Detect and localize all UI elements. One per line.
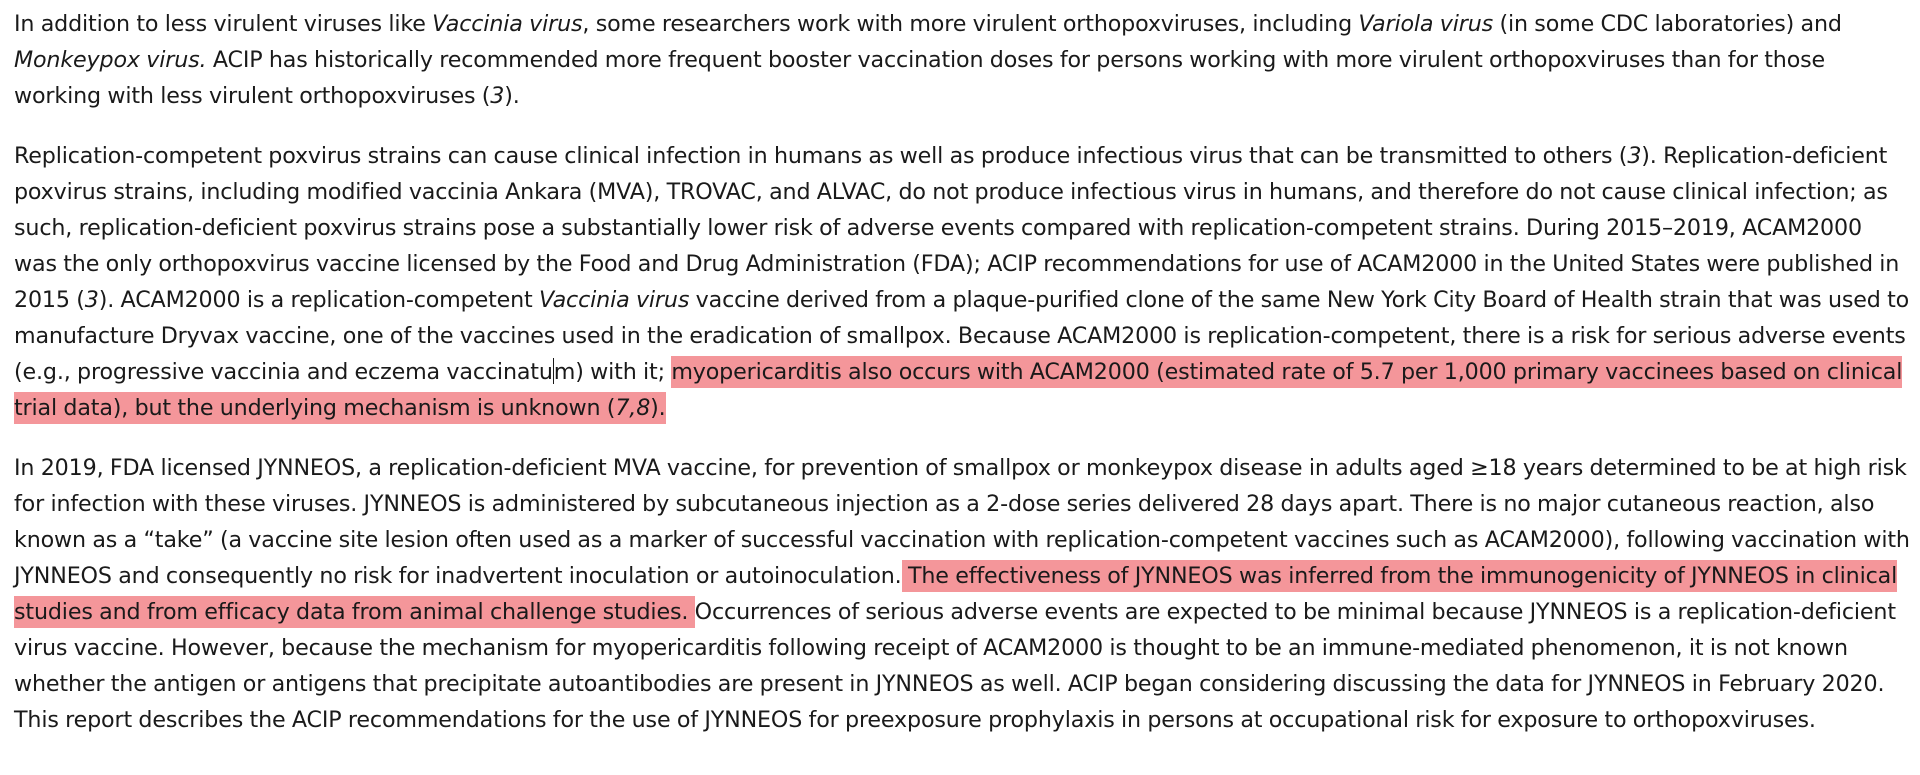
text-run: vaccine derived from a plaque-purified clone of the same New York City Board of Health strain that was used to manufacture Dryvax vaccine, one of the vaccines used in the eradication of smallpox. Because ACAM2000 is replication-competent, there is a risk for serious adverse events (e.g., progressive vaccinia and eczema vaccinatu xyxy=(14,287,1910,385)
text-run: Replication-competent poxvirus strains can cause clinical infection in humans as well as produce infectious virus that can be transmitted to others ( xyxy=(14,143,1628,169)
highlighted-text[interactable]: The effectiveness of JYNNEOS was inferred from the immunogenicity of JYNNEOS in clinical studies and from efficacy data from animal challenge studies. xyxy=(14,560,1897,628)
highlighted-text[interactable]: ). xyxy=(650,392,665,424)
text-run: ACIP has historically recommended more frequent booster vaccination doses for persons working with more virulent orthopoxviruses than for those working with less virulent orthopoxviruses ( xyxy=(14,47,1826,109)
text-run: ). ACAM2000 is a replication-competent xyxy=(98,287,539,313)
highlighted-text[interactable]: myopericarditis also occurs with ACAM2000 (estimated rate of 5.7 per 1,000 primary vaccinees based on clinical trial data), but the underlying mechanism is unknown ( xyxy=(14,356,1902,424)
text-run: In addition to less virulent viruses like xyxy=(14,11,433,37)
text-run: ). Replication-deficient poxvirus strains, including modified vaccinia Ankara (MVA), TROVAC, and ALVAC, do not produce infectious virus in humans, and therefore do not cause clinical infection; as such, replication-deficient poxvirus strains pose a substantially lower risk of adverse events compared with replication-competent strains. During 2015–2019, ACAM2000 was the only orthopoxvirus vaccine licensed by the Food and Drug Administration (FDA); ACIP recommendations for use of ACAM2000 in the United States were published in 2015 ( xyxy=(14,143,1900,313)
paragraph-1[interactable] xyxy=(14,6,1910,114)
italic-text: 3 xyxy=(490,83,505,109)
text-run: m) with it; xyxy=(553,359,672,385)
text-run: ). xyxy=(504,83,520,109)
text-run: In 2019, FDA licensed JYNNEOS, a replication-deficient MVA vaccine, for prevention of smallpox or monkeypox disease in adults aged ≥18 years determined to be at high risk for infection with these viruses. JYNNEOS is administered by subcutaneous injection as a 2-dose series delivered 28 days apart. There is no major cutaneous reaction, also known as a “take” (a vaccine site lesion often used as a marker of successful vaccination with replication-competent vaccines such as ACAM2000), following vaccination with JYNNEOS and consequently no risk for inadvertent inoculation or autoinoculation. xyxy=(14,455,1910,589)
italic-text: Vaccinia virus xyxy=(432,11,583,37)
paragraph-2[interactable] xyxy=(14,138,1910,426)
text-run: (in some CDC laboratories) and xyxy=(1493,11,1842,37)
text-run: Occurrences of serious adverse events are expected to be minimal because JYNNEOS is a replication-deficient virus vaccine. However, because the mechanism for myopericarditis following receipt of ACAM2000 is thought to be an immune-mediated phenomenon, it is not known whether the antigen or antigens that precipitate autoantibodies are present in JYNNEOS as well. ACIP began considering discussing the data for JYNNEOS in February 2020. This report describes the ACIP recommendations for the use of JYNNEOS for preexposure prophylaxis in persons at occupational risk for exposure to orthopoxviruses. xyxy=(14,599,1896,733)
document-body[interactable] xyxy=(14,6,1910,738)
italic-text: Monkeypox virus. xyxy=(14,47,207,73)
paragraph-3[interactable] xyxy=(14,450,1910,738)
italic-text: Vaccinia virus xyxy=(539,287,690,313)
italic-text: Variola virus xyxy=(1358,11,1494,37)
highlighted-citation[interactable]: 7,8 xyxy=(615,392,650,424)
italic-text: 3 xyxy=(84,287,99,313)
text-run: , some researchers work with more virulent orthopoxviruses, including xyxy=(582,11,1359,37)
italic-text: 3 xyxy=(1627,143,1642,169)
